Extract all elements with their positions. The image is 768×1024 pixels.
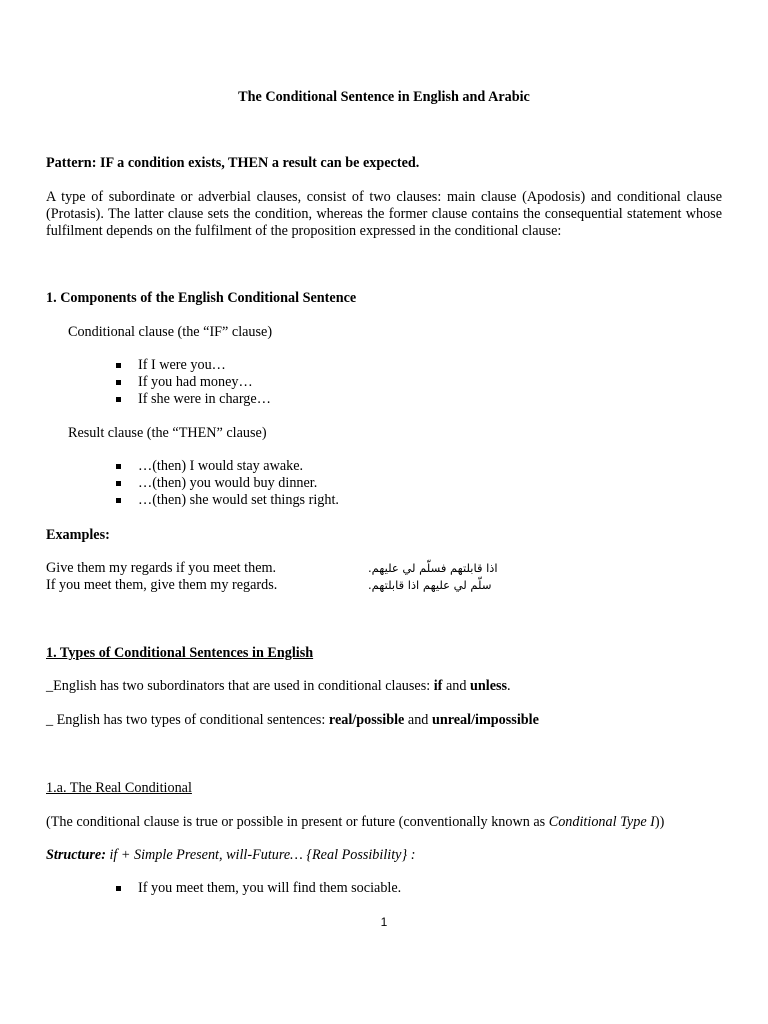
- bullet-icon: [116, 886, 121, 891]
- structure-line: Structure: if + Simple Present, will-Future… {Real Possibility} :: [46, 847, 416, 863]
- conditional-clause-list: [116, 357, 271, 408]
- bullet-icon: [116, 498, 121, 503]
- bullet-icon: [116, 481, 121, 486]
- bullet-icon: [116, 380, 121, 385]
- bullet-icon: [116, 363, 121, 368]
- real-conditional-description: (The conditional clause is true or possible in present or future (conventionally known as Conditional Type I)): [46, 814, 665, 830]
- example-english: If you meet them, give them my regards.: [46, 577, 278, 593]
- example-row: [46, 560, 722, 577]
- example-arabic: سلّم لي عليهم اذا قابلتهم.: [368, 578, 492, 592]
- list-item: If you meet them, you will find them sociable.: [116, 880, 401, 897]
- section-heading-components: 1. Components of the English Conditional Sentence: [46, 290, 357, 306]
- document-title: The Conditional Sentence in English and Arabic: [238, 89, 530, 105]
- list-item: If you had money…: [116, 374, 271, 391]
- real-conditional-list: [116, 880, 401, 897]
- example-row: [46, 577, 722, 594]
- conditional-clause-label: Conditional clause (the “IF” clause): [68, 324, 273, 340]
- intro-paragraph: A type of subordinate or adverbial clauses, consist of two clauses: main clause (Apodosis) and conditional clause (Protasis). The latter clause sets the condition, whereas the former clause contains the consequential statement whose fulfilment depends on the fulfilment of the proposition expressed in the conditional clause:: [46, 189, 722, 239]
- section-heading-real-conditional: 1.a. The Real Conditional: [46, 780, 192, 796]
- pattern-statement: Pattern: IF a condition exists, THEN a result can be expected.: [46, 155, 420, 171]
- subordinators-line: _English has two subordinators that are used in conditional clauses: if and unless.: [46, 678, 511, 694]
- list-item: If I were you…: [116, 357, 271, 374]
- document-page: [46, 0, 722, 1024]
- result-clause-list: [116, 458, 339, 509]
- bullet-icon: [116, 464, 121, 469]
- section-heading-types: 1. Types of Conditional Sentences in English: [46, 645, 314, 661]
- examples-heading: Examples:: [46, 527, 110, 543]
- types-line: _ English has two types of conditional sentences: real/possible and unreal/impossible: [46, 712, 539, 728]
- bullet-icon: [116, 397, 121, 402]
- list-item: If she were in charge…: [116, 391, 271, 408]
- list-item: …(then) she would set things right.: [116, 492, 339, 509]
- list-item: …(then) you would buy dinner.: [116, 475, 339, 492]
- example-english: Give them my regards if you meet them.: [46, 560, 277, 576]
- page-number: 1: [380, 915, 388, 929]
- example-arabic: اذا قابلتهم فسلّم لي عليهم.: [368, 561, 498, 575]
- list-item: …(then) I would stay awake.: [116, 458, 339, 475]
- result-clause-label: Result clause (the “THEN” clause): [68, 425, 267, 441]
